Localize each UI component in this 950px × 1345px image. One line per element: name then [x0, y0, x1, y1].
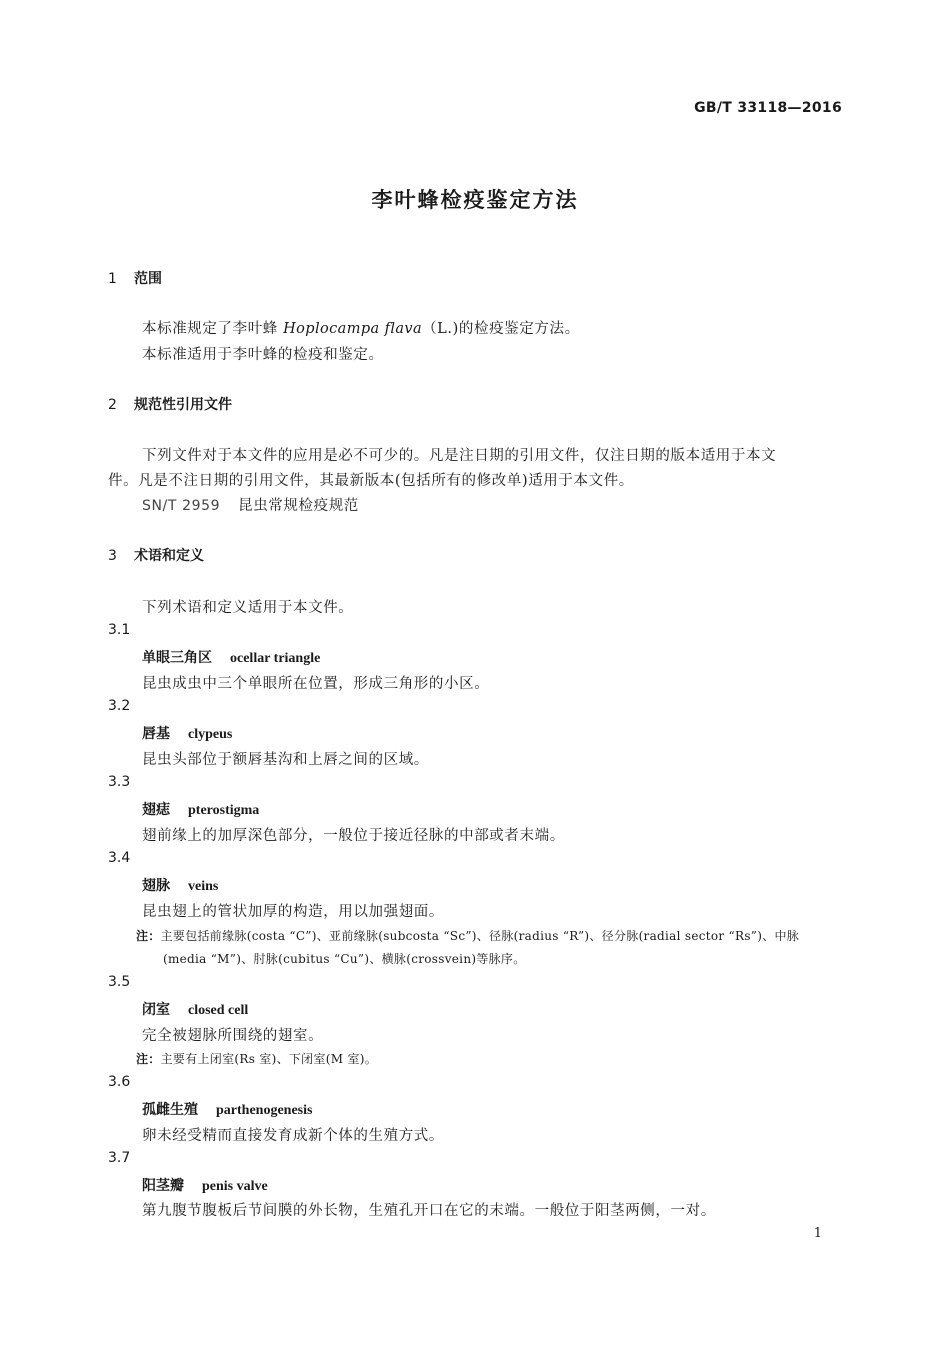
term-title — [142, 799, 259, 819]
term-number: 3.4 — [108, 850, 131, 866]
term-title — [142, 1175, 268, 1195]
note-label: 注： — [136, 1052, 161, 1066]
term-number: 3.7 — [108, 1150, 131, 1166]
standard-number: GB/T 33118—2016 — [694, 100, 842, 116]
note-text: 主要有上闭室(Rs 室)、下闭室(M 室)。 — [160, 1052, 378, 1066]
species-name: Hoplocampa flava — [283, 321, 423, 337]
terms-intro: 下列术语和定义适用于本文件。 — [142, 600, 354, 616]
term-title — [142, 1099, 312, 1119]
term-note-line-2: (media “M”)、肘脉(cubitus “Cu”)、横脉(crossvein)等脉序。 — [163, 952, 526, 966]
references-paragraph-line-1: 下列文件对于本文件的应用是必不可少的。凡是注日期的引用文件，仅注日期的版本适用于本文 — [142, 448, 777, 464]
term-number: 3.5 — [108, 974, 131, 990]
term-definition: 翅前缘上的加厚深色部分，一般位于接近径脉的中部或者末端。 — [142, 828, 565, 844]
term-title — [142, 999, 248, 1019]
term-zh: 翅痣 — [142, 802, 170, 818]
term-zh: 阳茎瓣 — [142, 1178, 184, 1194]
term-en: penis valve — [202, 1179, 268, 1194]
term-en: ocellar triangle — [230, 651, 321, 666]
note-text: 主要包括前缘脉(costa “C”)、亚前缘脉(subcosta “Sc”)、径脉(radius “R”)、径分脉(radial sector “Rs”)、中脉 — [160, 929, 800, 943]
section-title: 术语和定义 — [134, 548, 204, 564]
term-zh: 唇基 — [142, 726, 170, 742]
term-title — [142, 875, 218, 895]
scope-paragraph-2: 本标准适用于李叶蜂的检疫和鉴定。 — [142, 347, 384, 363]
term-title — [142, 647, 320, 667]
term-definition: 卵未经受精而直接发育成新个体的生殖方式。 — [142, 1128, 444, 1144]
reference-title: 昆虫常规检疫规范 — [238, 498, 359, 514]
scope-text-a: 本标准规定了李叶蜂 — [142, 321, 284, 337]
references-paragraph-line-2: 件。凡是不注日期的引用文件，其最新版本(包括所有的修改单)适用于本文件。 — [108, 473, 634, 489]
scope-paragraph-1 — [142, 317, 580, 338]
term-en: clypeus — [188, 727, 233, 742]
section-number: 3 — [108, 548, 117, 564]
term-en: closed cell — [188, 1003, 249, 1018]
term-number: 3.3 — [108, 774, 131, 790]
term-en: veins — [188, 879, 219, 894]
term-en: parthenogenesis — [216, 1103, 313, 1118]
page-number: 1 — [813, 1226, 822, 1241]
section-1-heading — [108, 268, 162, 288]
term-definition: 昆虫头部位于额唇基沟和上唇之间的区域。 — [142, 752, 429, 768]
reference-entry — [142, 494, 359, 515]
section-title: 范围 — [134, 271, 162, 287]
section-2-heading — [108, 394, 232, 414]
term-definition: 第九腹节腹板后节间膜的外长物，生殖孔开口在它的末端。一般位于阳茎两侧，一对。 — [142, 1203, 716, 1219]
term-note-line-1 — [136, 1050, 377, 1067]
term-en: pterostigma — [188, 803, 260, 818]
term-zh: 孤雌生殖 — [142, 1102, 198, 1118]
term-number: 3.6 — [108, 1074, 131, 1090]
term-zh: 闭室 — [142, 1002, 170, 1018]
term-zh: 翅脉 — [142, 878, 170, 894]
document-title: 李叶蜂检疫鉴定方法 — [371, 188, 579, 212]
term-title — [142, 723, 232, 743]
term-definition: 完全被翅脉所围绕的翅室。 — [142, 1028, 324, 1044]
section-number: 1 — [108, 271, 117, 287]
term-note-line-1 — [136, 927, 799, 944]
term-definition: 昆虫成虫中三个单眼所在位置，形成三角形的小区。 — [142, 676, 490, 692]
note-label: 注： — [136, 929, 161, 943]
term-number: 3.2 — [108, 698, 131, 714]
section-number: 2 — [108, 397, 117, 413]
term-definition: 昆虫翅上的管状加厚的构造，用以加强翅面。 — [142, 904, 444, 920]
reference-code: SN/T 2959 — [142, 498, 221, 514]
term-number: 3.1 — [108, 622, 131, 638]
scope-text-b: （L.)的检疫鉴定方法。 — [422, 321, 580, 337]
term-zh: 单眼三角区 — [142, 650, 212, 666]
section-3-heading — [108, 545, 204, 565]
section-title: 规范性引用文件 — [134, 397, 232, 413]
